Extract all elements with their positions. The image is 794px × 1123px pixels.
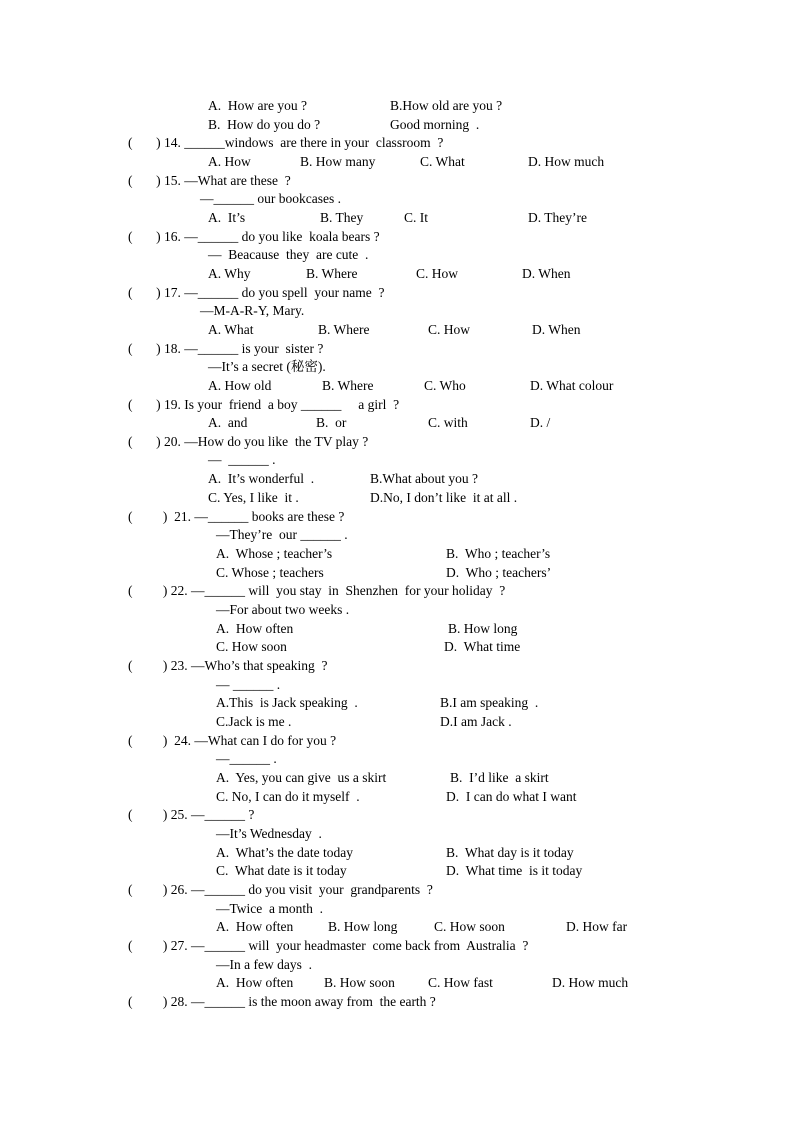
q15-stem: ( ) 15. —What are these ? <box>128 173 291 188</box>
q27-option-a: A. How often <box>216 975 294 990</box>
q20-option-a: A. It’s wonderful . <box>208 471 315 486</box>
q27-option-d: D. How much <box>552 975 629 990</box>
q17-option-a: A. What <box>208 322 254 337</box>
q25-option-a: A. What’s the date today <box>216 845 353 860</box>
q16-answer: — Beacause they are cute . <box>208 247 369 262</box>
q27-option-b: B. How soon <box>324 975 395 990</box>
q24-answer: —______ . <box>216 751 277 766</box>
q23-option-c: C.Jack is me . <box>216 714 292 729</box>
q23-option-d: D.I am Jack . <box>440 714 512 729</box>
q25-stem: ( ) 25. —______ ? <box>128 807 255 822</box>
q13-option-a: A. How are you ? <box>208 98 307 113</box>
q25-answer: —It’s Wednesday . <box>216 826 322 841</box>
q23-answer: — ______ . <box>216 677 281 692</box>
q22-option-a: A. How often <box>216 621 294 636</box>
q16-option-c: C. How <box>416 266 459 281</box>
q16-option-d: D. When <box>522 266 571 281</box>
q13-option-d: Good morning . <box>390 117 480 132</box>
q13-option-c: B. How do you do ? <box>208 117 321 132</box>
q18-option-b: B. Where <box>322 378 374 393</box>
q14-option-c: C. What <box>420 154 465 169</box>
q18-option-c: C. Who <box>424 378 466 393</box>
q21-option-c: C. Whose ; teachers <box>216 565 324 580</box>
q25-option-c: C. What date is it today <box>216 863 347 878</box>
q22-option-d: D. What time <box>444 639 521 654</box>
q20-option-c: C. Yes, I like it . <box>208 490 299 505</box>
q26-stem: ( ) 26. —______ do you visit your grandparents ? <box>128 882 433 897</box>
q18-option-a: A. How old <box>208 378 272 393</box>
q24-option-a: A. Yes, you can give us a skirt <box>216 770 387 785</box>
q18-option-d: D. What colour <box>530 378 614 393</box>
q24-stem: ( ) 24. —What can I do for you ? <box>128 733 337 748</box>
q22-option-b: B. How long <box>448 621 518 636</box>
q21-answer: —They’re our ______ . <box>216 527 348 542</box>
q24-option-c: C. No, I can do it myself . <box>216 789 360 804</box>
q17-stem: ( ) 17. —______ do you spell your name ? <box>128 285 385 300</box>
q15-answer: —______ our bookcases . <box>200 191 341 206</box>
q25-option-d: D. What time is it today <box>446 863 583 878</box>
q23-option-a: A.This is Jack speaking . <box>216 695 358 710</box>
q22-answer: —For about two weeks . <box>216 602 350 617</box>
q14-stem: ( ) 14. ______windows are there in your classroom ? <box>128 135 444 150</box>
q14-option-b: B. How many <box>300 154 376 169</box>
q16-option-b: B. Where <box>306 266 358 281</box>
q21-stem: ( ) 21. —______ books are these ? <box>128 509 345 524</box>
q17-option-d: D. When <box>532 322 581 337</box>
q28-stem: ( ) 28. —______ is the moon away from the earth ? <box>128 994 436 1009</box>
q18-stem: ( ) 18. —______ is your sister ? <box>128 341 324 356</box>
q20-stem: ( ) 20. —How do you like the TV play ? <box>128 434 369 449</box>
q27-answer: —In a few days . <box>216 957 312 972</box>
q14-option-a: A. How <box>208 154 251 169</box>
q23-stem: ( ) 23. —Who’s that speaking ? <box>128 658 328 673</box>
q17-option-c: C. How <box>428 322 471 337</box>
q22-option-c: C. How soon <box>216 639 287 654</box>
q26-option-d: D. How far <box>566 919 628 934</box>
q16-stem: ( ) 16. —______ do you like koala bears ? <box>128 229 380 244</box>
q21-option-a: A. Whose ; teacher’s <box>216 546 333 561</box>
q22-stem: ( ) 22. —______ will you stay in Shenzhen for your holiday ? <box>128 583 506 598</box>
q14-option-d: D. How much <box>528 154 605 169</box>
q16-option-a: A. Why <box>208 266 251 281</box>
q20-option-b: B.What about you ? <box>370 471 478 486</box>
q24-option-d: D. I can do what I want <box>446 789 577 804</box>
q21-option-b: B. Who ; teacher’s <box>446 546 551 561</box>
q19-option-a: A. and <box>208 415 248 430</box>
q15-option-c: C. It <box>404 210 429 225</box>
q26-option-a: A. How often <box>216 919 294 934</box>
q13-option-b: B.How old are you ? <box>390 98 503 113</box>
q18-answer: —It’s a secret (秘密). <box>208 359 326 374</box>
q25-option-b: B. What day is it today <box>446 845 574 860</box>
q21-option-d: D. Who ; teachers’ <box>446 565 552 580</box>
q17-answer: —M-A-R-Y, Mary. <box>200 303 305 318</box>
q26-option-b: B. How long <box>328 919 398 934</box>
q17-option-b: B. Where <box>318 322 370 337</box>
q20-answer: — ______ . <box>208 452 276 467</box>
q15-option-b: B. They <box>320 210 364 225</box>
q26-answer: —Twice a month . <box>216 901 324 916</box>
q19-option-b: B. or <box>316 415 347 430</box>
q24-option-b: B. I’d like a skirt <box>450 770 549 785</box>
q19-stem: ( ) 19. Is your friend a boy ______ a girl ? <box>128 397 400 412</box>
q27-stem: ( ) 27. —______ will your headmaster come back from Australia ? <box>128 938 529 953</box>
q27-option-c: C. How fast <box>428 975 493 990</box>
q23-option-b: B.I am speaking . <box>440 695 539 710</box>
q15-option-d: D. They’re <box>528 210 587 225</box>
q15-option-a: A. It’s <box>208 210 246 225</box>
q20-option-d: D.No, I don’t like it at all . <box>370 490 518 505</box>
q26-option-c: C. How soon <box>434 919 505 934</box>
q19-option-d: D. / <box>530 415 551 430</box>
q19-option-c: C. with <box>428 415 468 430</box>
